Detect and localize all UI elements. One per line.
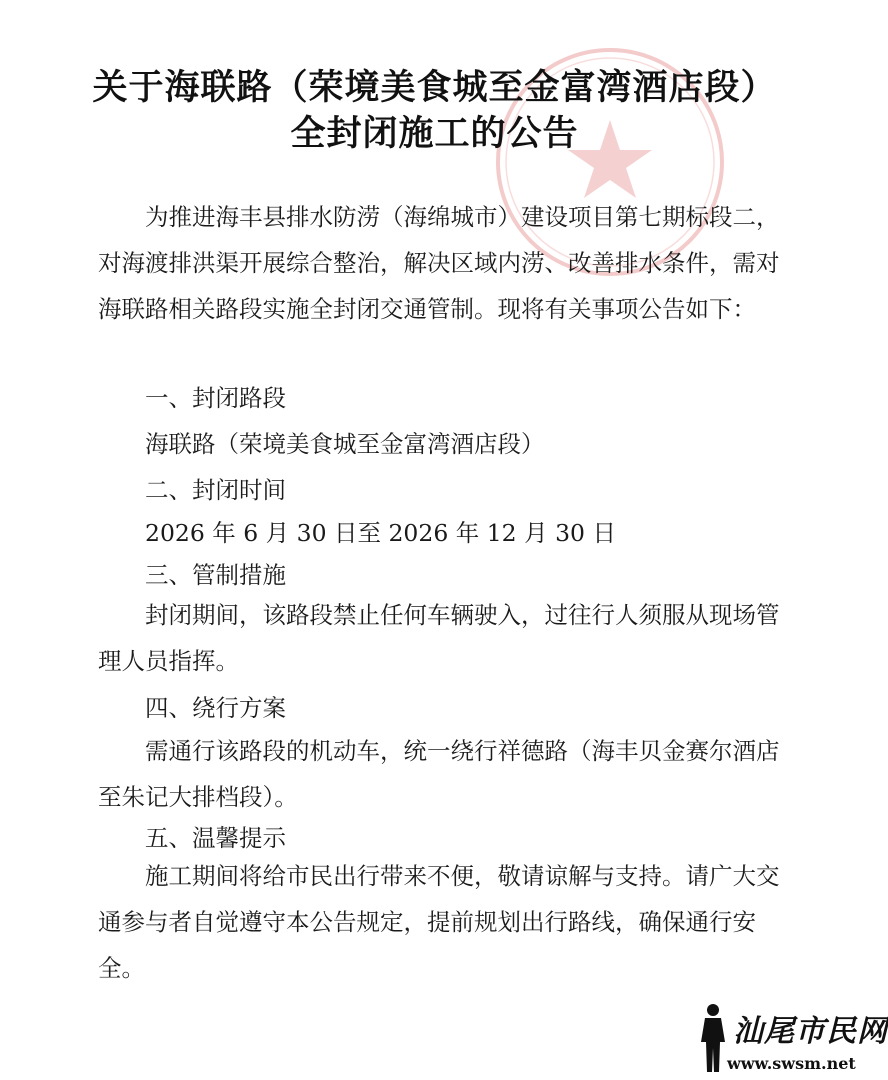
section-body-control-measures: 封闭期间，该路段禁止任何车辆驶入，过往行人须服从现场管理人员指挥。 [98, 601, 780, 675]
section-heading-closure-time: 二、封闭时间 [145, 476, 286, 504]
site-watermark [693, 1000, 888, 1078]
section-heading-closed-road: 一、封闭路段 [145, 384, 286, 412]
watermark-site-name: 汕尾市民网 [733, 1014, 888, 1049]
section-body-reminder: 施工期间将给市民出行带来不便，敬请谅解与支持。请广大交通参与者自觉遵守本公告规定，提前规划出行路线，确保通行安全。 [98, 862, 780, 982]
watermark-site-url: www.swsm.net [727, 1054, 856, 1073]
notice-title-line2: 全封闭施工的公告 [290, 114, 579, 154]
section-body-detour-plan: 需通行该路段的机动车，统一绕行祥德路（海丰贝金赛尔酒店至朱记大排档段）。 [98, 737, 780, 811]
person-silhouette-icon [695, 1002, 731, 1074]
section-heading-detour-plan: 四、绕行方案 [145, 694, 286, 722]
section-body-closed-road: 海联路（荣境美食城至金富湾酒店段） [145, 430, 545, 458]
section-heading-reminder: 五、温馨提示 [145, 824, 286, 852]
notice-title-line1: 关于海联路（荣境美食城至金富湾酒店段） [92, 68, 777, 108]
section-body-closure-time: 2026 年 6 月 30 日至 2026 年 12 月 30 日 [145, 519, 616, 547]
section-heading-control-measures: 三、管制措施 [145, 561, 286, 589]
intro-paragraph: 为推进海丰县排水防涝（海绵城市）建设项目第七期标段二，对海渡排洪渠开展综合整治，解决区域内涝、改善排水条件，需对海联路相关路段实施全封闭交通管制。现将有关事项公告如下： [98, 203, 780, 323]
